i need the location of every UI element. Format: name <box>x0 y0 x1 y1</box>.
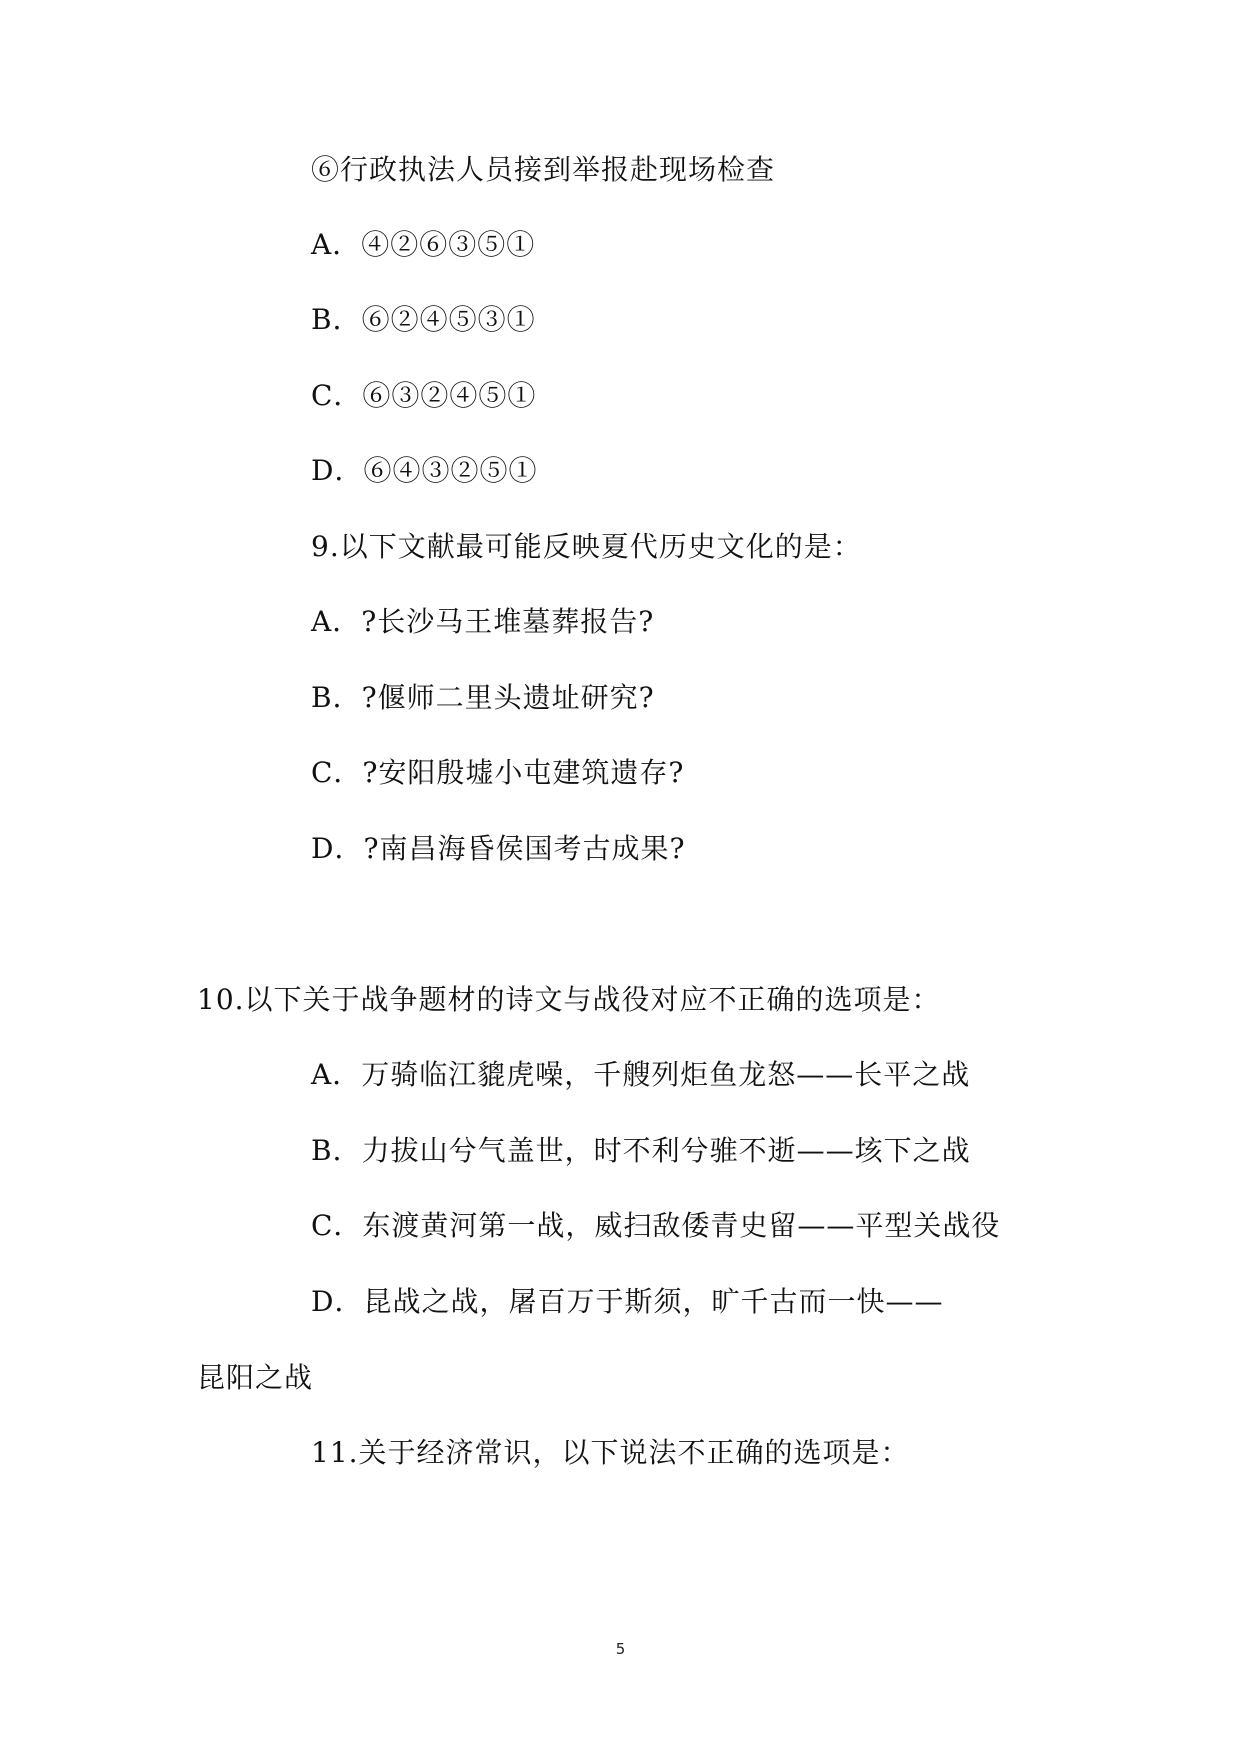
q9-option-b: B．?偃师二里头遗址研究? <box>311 681 655 714</box>
prev-option-d: D．⑥④③②⑤① <box>311 454 538 487</box>
prev-option-a: A．④②⑥③⑤① <box>311 228 536 261</box>
q9-option-c: C．?安阳殷墟小屯建筑遗存? <box>311 756 685 789</box>
q11-stem: 11.关于经济常识，以下说法不正确的选项是： <box>311 1436 910 1469</box>
page-number: 5 <box>615 1640 626 1658</box>
prev-option-c: C．⑥③②④⑤① <box>311 379 537 412</box>
prev-question-item-6: ⑥行政执法人员接到举报赴现场检查 <box>311 153 776 186</box>
q10-stem: 10.以下关于战争题材的诗文与战役对应不正确的选项是： <box>197 983 941 1016</box>
q10-option-d-continuation: 昆阳之战 <box>197 1361 314 1394</box>
q10-option-b: B．力拔山兮气盖世，时不利兮骓不逝——垓下之战 <box>311 1134 971 1167</box>
q10-option-c: C．东渡黄河第一战，威扫敌倭青史留——平型关战役 <box>311 1209 1001 1242</box>
q10-option-d: D．昆战之战，屠百万于斯须，旷千古而一快—— <box>311 1285 944 1318</box>
q10-option-a: A．万骑临江貔虎噪，千艘列炬鱼龙怒——长平之战 <box>311 1058 971 1091</box>
q9-option-a: A．?长沙马王堆墓葬报告? <box>311 605 655 638</box>
prev-option-b: B．⑥②④⑤③① <box>311 303 536 336</box>
q9-stem: 9.以下文献最可能反映夏代历史文化的是： <box>311 530 862 563</box>
q9-option-d: D．?南昌海昏侯国考古成果? <box>311 832 686 865</box>
